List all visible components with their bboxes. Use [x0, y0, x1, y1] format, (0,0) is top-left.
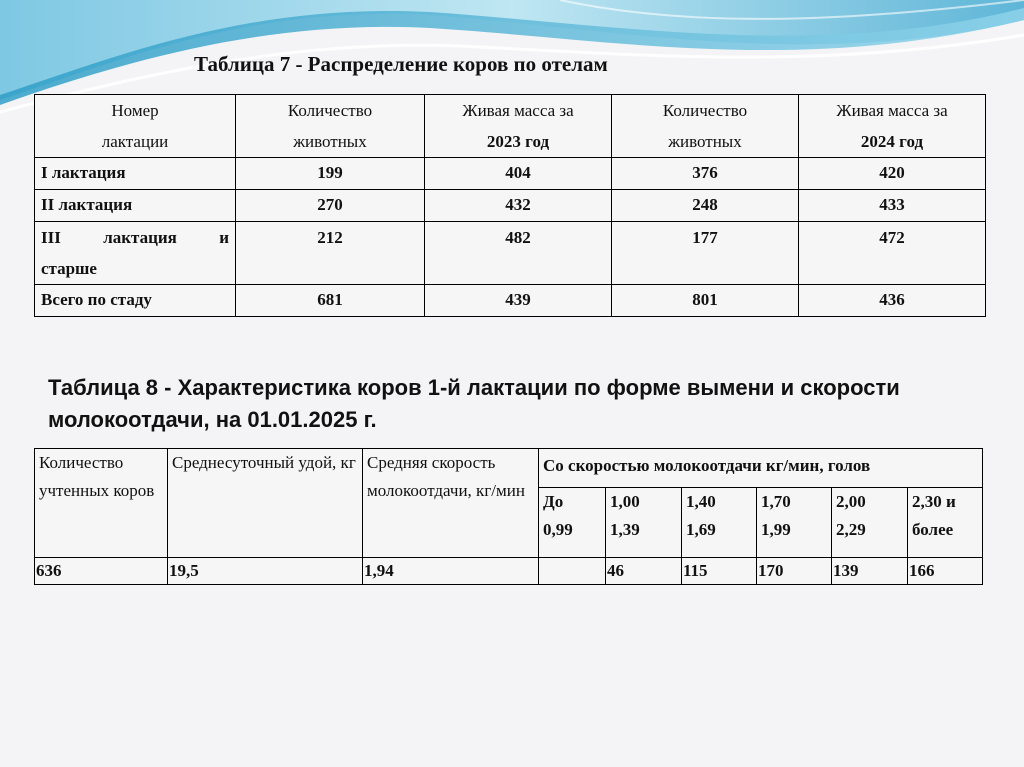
- table-cell: 19,5: [168, 558, 363, 585]
- table-cell: 681: [236, 285, 425, 317]
- table-row: [35, 558, 983, 585]
- header-cell: Количество учтенных коров: [35, 449, 168, 558]
- table-cell: 177: [612, 222, 799, 285]
- table-cell: 1,94: [363, 558, 539, 585]
- header-cell: Количество животных: [236, 95, 425, 158]
- header-cell: Живая масса за 2024 год: [799, 95, 986, 158]
- header-cell: До 0,99: [539, 488, 606, 558]
- header-cell: Средняя скорость молокоотдачи, кг/мин: [363, 449, 539, 558]
- table-row: [35, 158, 986, 190]
- table-cell: 199: [236, 158, 425, 190]
- header-cell: Количество животных: [612, 95, 799, 158]
- table8-header-row: [35, 449, 983, 488]
- header-cell: 2,30 и более: [908, 488, 983, 558]
- header-cell: Номер лактации: [35, 95, 236, 158]
- table-cell: 139: [832, 558, 908, 585]
- table-cell: 166: [908, 558, 983, 585]
- table-cell: 170: [757, 558, 832, 585]
- table-row: [35, 285, 986, 317]
- table-cell: 115: [682, 558, 757, 585]
- header-cell: Среднесуточный удой, кг: [168, 449, 363, 558]
- table-cell: 404: [425, 158, 612, 190]
- table-cell: 432: [425, 190, 612, 222]
- table-cell: 433: [799, 190, 986, 222]
- header-cell: Живая масса за 2023 год: [425, 95, 612, 158]
- table-cell: 376: [612, 158, 799, 190]
- header-cell: 2,00 2,29: [832, 488, 908, 558]
- row-label: Всего по стаду: [35, 285, 236, 317]
- table8-title: Таблица 8 - Характеристика коров 1-й лактации по форме вымени и скорости молокоотдачи, на 01.01.2025 г.: [48, 375, 900, 432]
- table-cell: 472: [799, 222, 986, 285]
- header-cell: 1,00 1,39: [606, 488, 682, 558]
- row-label: II лактация: [35, 190, 236, 222]
- table-cell: 46: [606, 558, 682, 585]
- table-cell: 212: [236, 222, 425, 285]
- header-cell: 1,40 1,69: [682, 488, 757, 558]
- table-cell: 636: [35, 558, 168, 585]
- table7: [34, 94, 986, 317]
- table-cell: 436: [799, 285, 986, 317]
- header-cell: 1,70 1,99: [757, 488, 832, 558]
- row-label: III лактация и старше: [35, 222, 236, 285]
- table7-header-row: [35, 95, 986, 158]
- table-cell: [539, 558, 606, 585]
- table-row: [35, 222, 986, 285]
- table-cell: 248: [612, 190, 799, 222]
- table8: [34, 448, 983, 585]
- table-cell: 420: [799, 158, 986, 190]
- table-cell: 439: [425, 285, 612, 317]
- table-row: [35, 190, 986, 222]
- table-cell: 482: [425, 222, 612, 285]
- row-label: I лактация: [35, 158, 236, 190]
- table-cell: 270: [236, 190, 425, 222]
- table7-title: Таблица 7 - Распределение коров по отелам: [194, 52, 608, 76]
- header-cell: Со скоростью молокоотдачи кг/мин, голов: [539, 449, 983, 488]
- table-cell: 801: [612, 285, 799, 317]
